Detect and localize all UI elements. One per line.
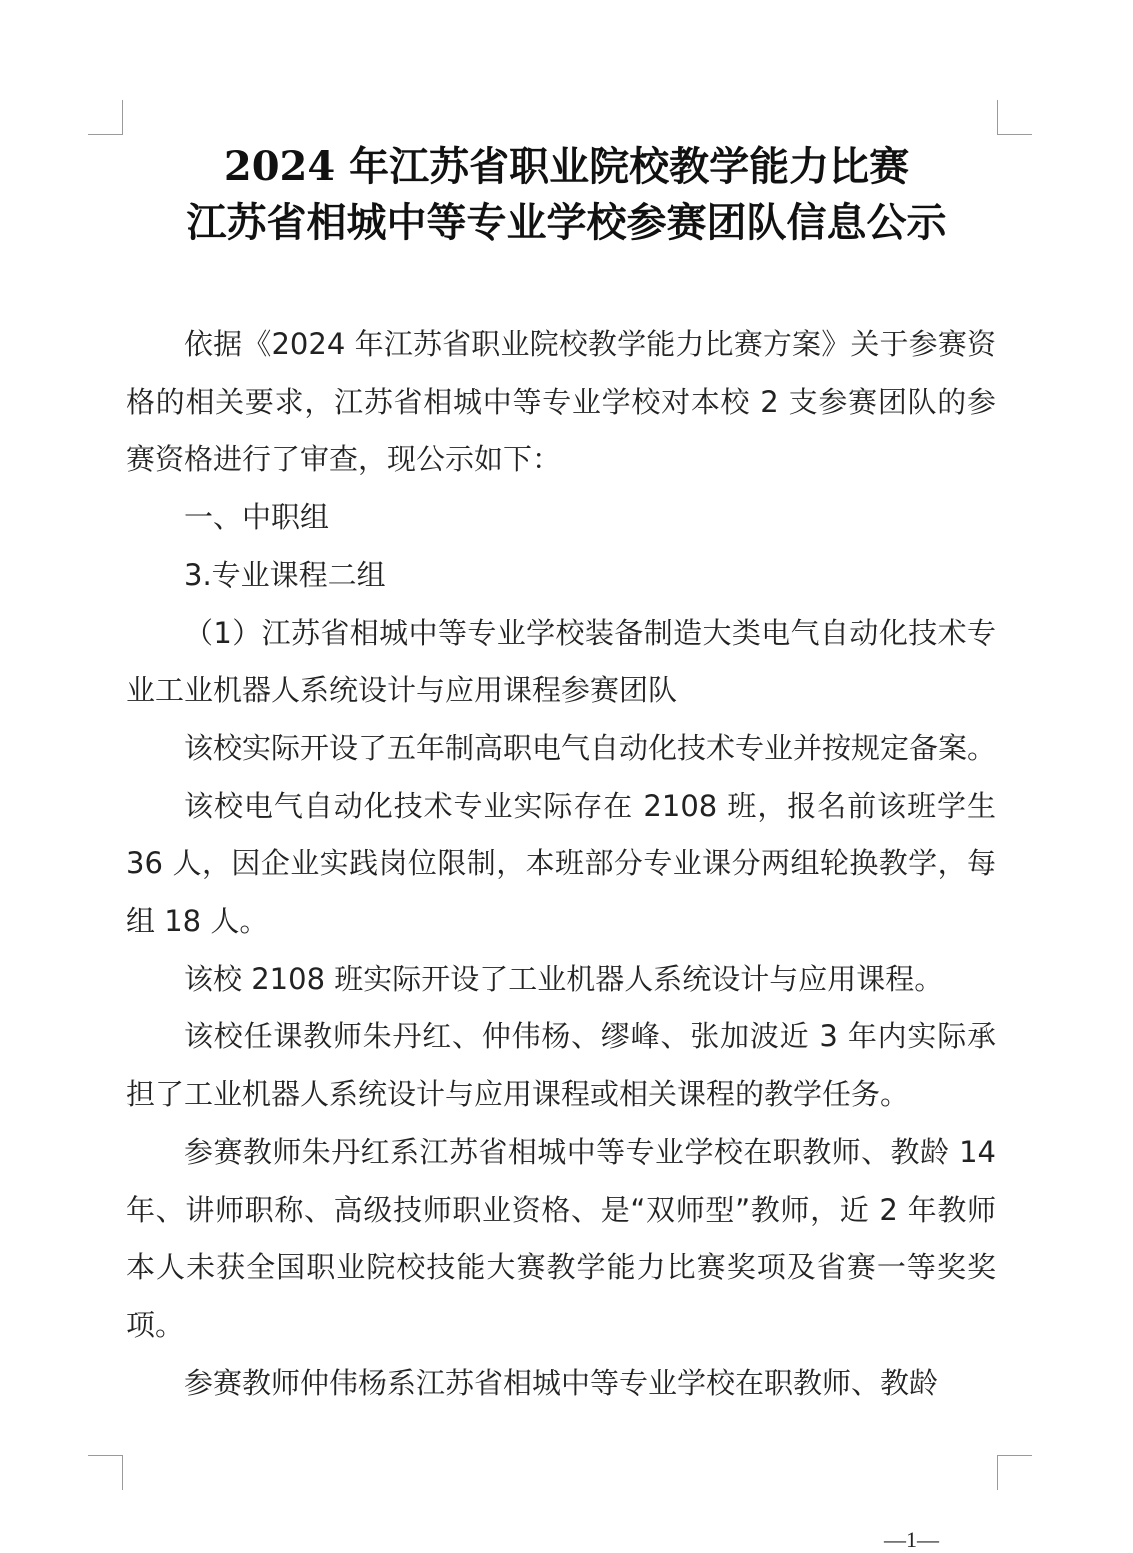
section-heading: 一、中职组 [184, 500, 330, 535]
paragraph-teacher-zhu: 参赛教师朱丹红系江苏省相城中等专业学校在职教师、教龄 14 年、讲师职称、高级技师职业资格、是“双师型”教师，近 2 年教师本人未获全国职业院校技能大赛教学能力比赛奖项及省赛一等奖奖项。 [126, 1134, 996, 1342]
document-title-line-2: 江苏省相城中等专业学校参赛团队信息公示 [186, 199, 947, 246]
team-heading: （1）江苏省相城中等专业学校装备制造大类电气自动化技术专业工业机器人系统设计与应用课程参赛团队 [126, 615, 996, 708]
paragraph-course: 该校 2108 班实际开设了工业机器人系统设计与应用课程。 [184, 961, 944, 996]
paragraph-intro: 依据《2024 年江苏省职业院校教学能力比赛方案》关于参赛资格的相关要求，江苏省相城中等专业学校对本校 2 支参赛团队的参赛资格进行了审查，现公示如下： [126, 327, 996, 477]
paragraph-teachers: 该校任课教师朱丹红、仲伟杨、缪峰、张加波近 3 年内实际承担了工业机器人系统设计与应用课程或相关课程的教学任务。 [126, 1019, 996, 1112]
paragraph-teacher-zhong: 参赛教师仲伟杨系江苏省相城中等专业学校在职教师、教龄 [184, 1365, 939, 1400]
document-body [126, 316, 996, 1412]
crop-mark-top-right [997, 100, 1032, 135]
crop-mark-bottom-right [997, 1455, 1032, 1490]
crop-mark-bottom-left [88, 1455, 123, 1490]
subsection-heading: 3.专业课程二组 [184, 557, 386, 592]
paragraph-major: 该校实际开设了五年制高职电气自动化技术专业并按规定备案。 [184, 730, 997, 765]
page-number: —1— [884, 1527, 939, 1552]
document-title-line-1: 2024 年江苏省职业院校教学能力比赛 [223, 143, 910, 190]
paragraph-class: 该校电气自动化技术专业实际存在 2108 班，报名前该班学生 36 人，因企业实践岗位限制，本班部分专业课分两组轮换教学，每组 18 人。 [126, 788, 996, 939]
crop-mark-top-left [88, 100, 123, 135]
